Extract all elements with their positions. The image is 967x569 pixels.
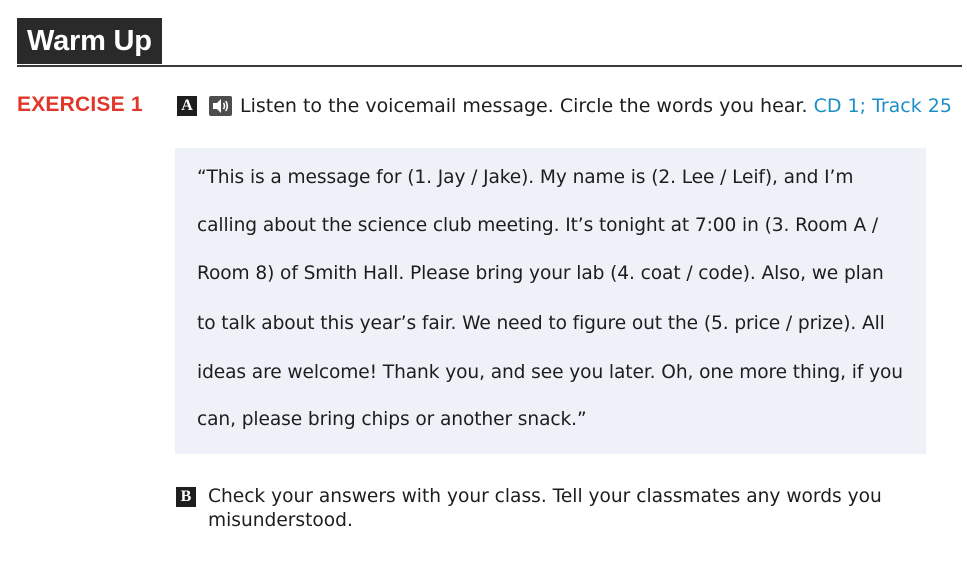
part-a-marker: A [177, 96, 197, 116]
part-a-instruction-text: Listen to the voicemail message. Circle the words you hear. [240, 95, 808, 117]
message-line: “This is a message for (1. Jay / Jake). My name is (2. Lee / Leif), and I’m [197, 167, 854, 188]
speaker-icon[interactable] [209, 96, 232, 116]
exercise-label: EXERCISE 1 [17, 93, 143, 116]
part-b-marker: B [176, 487, 196, 507]
message-line: can, please bring chips or another snack.” [197, 409, 587, 430]
part-b-instruction-line: Check your answers with your class. Tell your classmates any words you [208, 486, 882, 507]
cd-track-reference: CD 1; Track 25 [813, 95, 952, 117]
message-line: to talk about this year’s fair. We need to figure out the (5. price / prize). All [197, 313, 885, 334]
message-line: calling about the science club meeting. It’s tonight at 7:00 in (3. Room A / [197, 215, 879, 236]
part-b-instruction-line: misunderstood. [208, 510, 353, 531]
speaker-icon-graphic [209, 96, 232, 116]
section-title: Warm Up [17, 18, 162, 64]
part-a-instruction [240, 95, 952, 117]
message-line: ideas are welcome! Thank you, and see you later. Oh, one more thing, if you [197, 362, 903, 383]
message-line: Room 8) of Smith Hall. Please bring your lab (4. coat / code). Also, we plan [197, 263, 884, 284]
header-divider [17, 65, 962, 67]
